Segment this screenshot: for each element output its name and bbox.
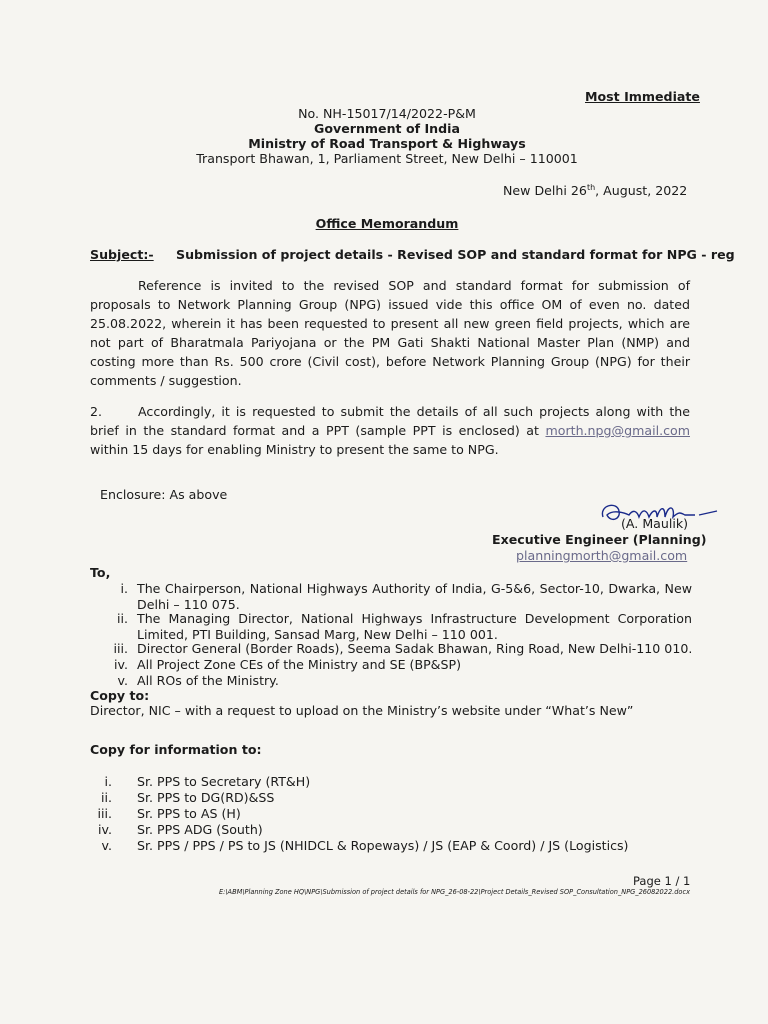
priority-label: Most Immediate [585,89,700,104]
copy-info-item: i. Sr. PPS to Secretary (RT&H) [104,774,311,789]
memo-title: Office Memorandum [315,216,459,231]
enclosure-line: Enclosure: As above [100,487,228,502]
file-number: No. NH-15017/14/2022-P&M [298,106,476,121]
copy-info-item: v. Sr. PPS / PPS / PS to JS (NHIDCL & Ropeways) / JS (EAP & Coord) / JS (Logistics) [101,838,629,853]
to-list-item: ii. The Managing Director, National Highways Infrastructure Development Corporation Limited, PTI Building, Sansad Marg, New Delhi – 110 001. [116,611,692,642]
subject-label: Subject:- [90,247,154,262]
npg-email-link[interactable]: morth.npg@gmail.com [545,423,690,438]
to-list-item: iv. All Project Zone CEs of the Ministry and SE (BP&SP) [114,657,461,672]
copy-info-item: iv. Sr. PPS ADG (South) [98,822,263,837]
signatory-designation: Executive Engineer (Planning) [492,532,707,547]
copy-to-label: Copy to: [90,688,150,703]
government-heading: Government of India [314,121,460,136]
to-list-item: iii. Director General (Border Roads), Seema Sadak Bhawan, Ring Road, New Delhi-110 010. [113,641,693,656]
to-label: To, [90,565,111,580]
to-list-item: v. All ROs of the Ministry. [117,673,279,688]
signatory-name: (A. Maulik) [621,516,689,531]
file-path-footer: E:\ABM\Planning Zone HQ\NPG\Submission of project details for NPG_26-08-22\Project Details_Revised SOP_Consultation_NPG_26082022.docx [218,888,690,896]
memo-date: New Delhi 26th, August, 2022 [503,183,688,199]
subject-text: Submission of project details - Revised SOP and standard format for NPG - reg [176,247,735,262]
ministry-heading: Ministry of Road Transport & Highways [248,136,526,151]
copy-info-item: ii. Sr. PPS to DG(RD)&SS [100,790,275,805]
copy-to-text: Director, NIC – with a request to upload on the Ministry’s website under “What’s New” [90,703,634,718]
signatory-email-link[interactable]: planningmorth@gmail.com [516,548,688,563]
paragraph-1: Reference is invited to the revised SOP and standard format for submission of proposals to Network Planning Group (NPG) issued vide this office OM of even no. dated 25.08.2022, wherein it has been requested to present all new green field projects, which are not part of Bharatmala Pariyojana or the PM Gati Shakti National Master Plan (NMP) and costing more than Rs. 500 crore (Civil cost), before Network Planning Group (NPG) for their comments / suggestion. [90,278,690,388]
copy-info-label: Copy for information to: [90,742,262,757]
ministry-address: Transport Bhawan, 1, Parliament Street, New Delhi – 110001 [196,151,578,166]
paragraph-2: 2. Accordingly, it is requested to submit the details of all such projects along with the brief in the standard format and a PPT (sample PPT is enclosed) at morth.npg@gmail.com within 15 days for enabling Ministry to present the same to NPG. [90,404,690,457]
copy-info-item: iii. Sr. PPS to AS (H) [97,806,241,821]
page-number: Page 1 / 1 [633,874,691,888]
to-list-item: i. The Chairperson, National Highways Authority of India, G-5&6, Sector-10, Dwarka, New Delhi – 110 075. [120,581,692,612]
